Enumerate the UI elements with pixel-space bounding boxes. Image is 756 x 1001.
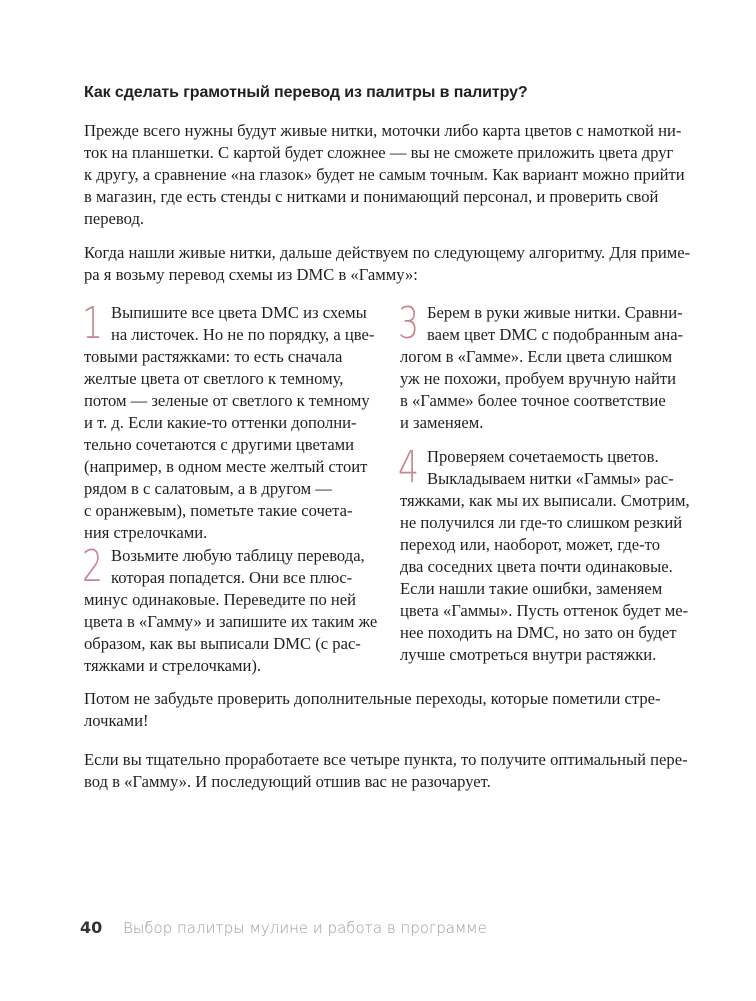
chapter-title: Выбор палитры мулине и работа в программе [123,919,487,937]
page-footer [80,918,487,937]
text-line: два соседних цвета почти одинаковые. [400,557,673,576]
text-line: Возьмите любую таблицу перевода, [111,546,365,565]
text-line: Потом не забудьте проверить дополнительные переходы, которые пометили стре- [84,689,661,708]
text-line: уж не похожи, пробуем вручную найти [400,369,676,388]
text-line: и заменяем. [400,413,484,432]
step-numeral: 1 [82,298,103,349]
section-heading: Как сделать грамотный перевод из палитры в палитру? [84,84,528,101]
text-line: образом, как вы выписали DMC (с рас- [84,634,361,653]
step-numeral: 2 [82,541,103,592]
text-line: тельно сочетаются с другими цветами [84,435,355,454]
text-line: Если нашли такие ошибки, заменяем [400,579,663,598]
text-line: Выпишите все цвета DMC из схемы [111,303,367,322]
intro-paragraph [84,120,704,230]
text-line: минус одинаковые. Переведите по ней [84,590,357,609]
step-numeral: 4 [398,442,419,493]
text-line: Если вы тщательно проработаете все четыре пункта, то получите оптимальный пере- [84,750,688,769]
text-line: цвета в «Гамму» и запишите их таким же [84,612,378,631]
text-line: ра я возьму перевод схемы из DMC в «Гамму»: [84,265,418,284]
text-line: Выкладываем нитки «Гаммы» рас- [427,469,674,488]
text-line: и т. д. Если какие-то оттенки дополни- [84,413,357,432]
text-line: ваем цвет DMC с подобранным ана- [427,325,684,344]
text-line: лочками! [84,711,149,730]
text-line: не получился ли где-то слишком резкий [400,513,683,532]
step-4 [398,442,700,666]
text-line: ния стрелочками. [84,523,208,542]
text-line: на листочек. Но не по порядку, а цве- [111,325,375,344]
text-line: в «Гамме» более точное соответствие [400,391,666,410]
text-line: переход или, наоборот, может, где-то [400,535,660,554]
step-numeral: 3 [398,298,419,349]
text-line: лучше смотреться внутри растяжки. [400,645,657,664]
text-line: желтые цвета от светлого к темному, [84,369,344,388]
text-line: тяжками и стрелочками). [84,656,262,675]
text-line: рядом в с салатовым, а в другом — [84,479,332,498]
text-line: с оранжевым), пометьте такие сочета- [84,501,353,520]
text-line: в магазин, где есть стенды с нитками и понимающий персонал, и проверить свой [84,187,659,206]
text-line: Прежде всего нужны будут живые нитки, моточки либо карта цветов с намоткой ни- [84,121,682,140]
intro-paragraph-2 [84,242,704,286]
text-line: нее походить на DMC, но зато он будет [400,623,677,642]
step-3 [398,298,700,434]
text-line: которая попадется. Они все плюс- [111,568,353,587]
text-line: вод в «Гамму». И последующий отшив вас не разочарует. [84,772,491,791]
text-line: Берем в руки живые нитки. Сравни- [427,303,683,322]
text-line: (например, в одном месте желтый стоит [84,457,368,476]
step-2 [82,541,384,677]
step-1 [82,298,384,544]
text-line: цвета «Гаммы». Пусть оттенок будет ме- [400,601,689,620]
text-line: товыми растяжками: то есть сначала [84,347,343,366]
text-line: потом — зеленые от светлого к темному [84,391,370,410]
text-line: Когда нашли живые нитки, дальше действуем по следующему алгоритму. Для приме- [84,243,691,262]
outro-paragraph [84,688,704,732]
text-line: ток на планшетки. С картой будет сложнее — вы не сможете приложить цвета друг [84,143,674,162]
text-line: к другу, а сравнение «на глазок» будет не самым точным. Как вариант можно прийти [84,165,685,184]
text-line: Проверяем сочетаемость цветов. [427,447,659,466]
text-line: тяжками, как мы их выписали. Смотрим, [400,491,690,510]
page-number: 40 [80,918,103,937]
outro-paragraph-2 [84,749,704,793]
text-line: логом в «Гамме». Если цвета слишком [400,347,673,366]
text-line: перевод. [84,209,145,228]
